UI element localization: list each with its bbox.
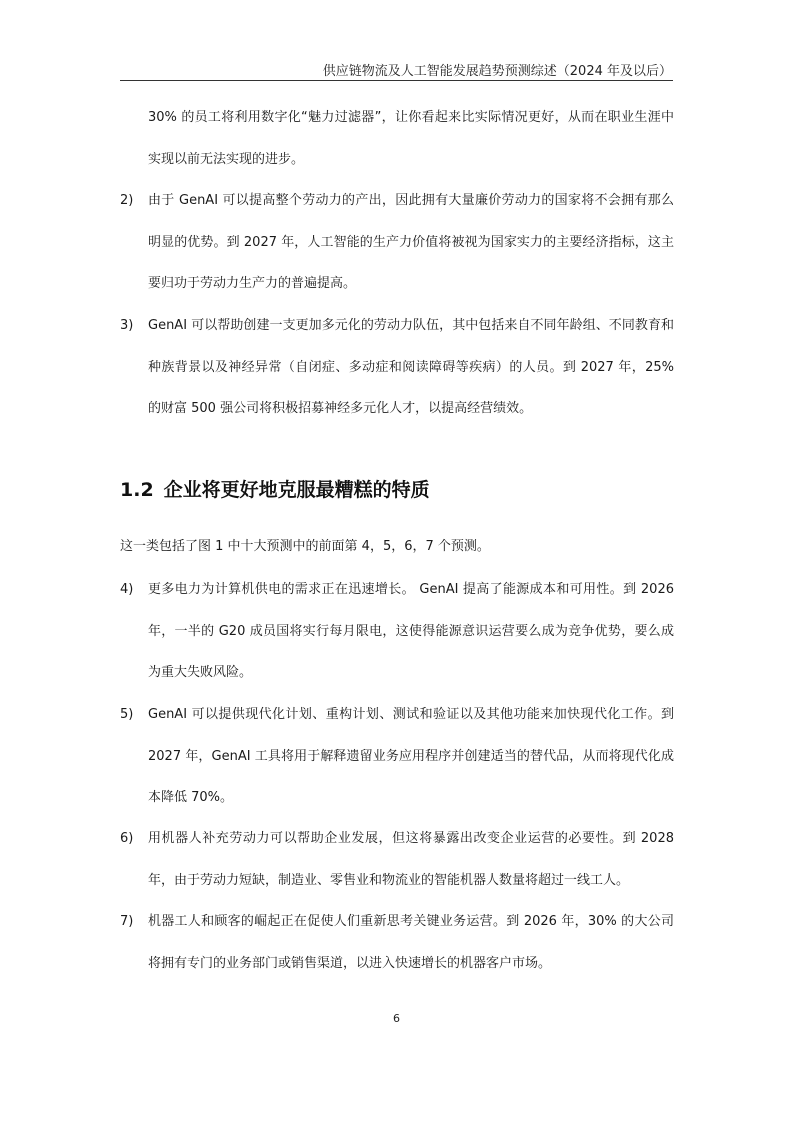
list-item-number: 2)	[120, 193, 134, 208]
running-header-title: 供应链物流及人工智能发展趋势预测综述（2024 年及以后）	[322, 64, 672, 79]
list-item	[120, 180, 674, 305]
list-item-text: 更多电力为计算机供电的需求正在迅速增长。 GenAI 提高了能源成本和可用性。到 2026 年，一半的 G20 成员国将实行每月限电，这使得能源意识运营要么成为竞争优势，要么成为重大失败风险。	[148, 582, 674, 680]
list-item-number: 3)	[120, 318, 134, 333]
list-item-text: GenAI 可以提供现代化计划、重构计划、测试和验证以及其他功能来加快现代化工作。到 2027 年，GenAI 工具将用于解释遗留业务应用程序并创建适当的替代品，从而将现代化成本降低 70%。	[148, 707, 674, 805]
list-item-text: 机器工人和顾客的崛起正在促使人们重新思考关键业务运营。到 2026 年，30% 的大公司将拥有专门的业务部门或销售渠道，以进入快速增长的机器客户市场。	[148, 914, 674, 971]
list-item	[120, 569, 674, 694]
header-divider	[120, 80, 673, 81]
section-title: 企业将更好地克服最糟糕的特质	[163, 479, 430, 501]
list-item-number: 6)	[120, 831, 134, 846]
list-item-number: 7)	[120, 914, 134, 929]
section-heading	[120, 475, 430, 502]
section-intro: 这一类包括了图 1 中十大预测中的前面第 4，5，6，7 个预测。	[120, 539, 490, 554]
list-item-number: 4)	[120, 582, 134, 597]
section-number: 1.2	[120, 479, 154, 501]
continued-paragraph: 30% 的员工将利用数字化“魅力过滤器”，让你看起来比实际情况更好，从而在职业生涯中实现以前无法实现的进步。	[148, 110, 674, 167]
list-item-text: 由于 GenAI 可以提高整个劳动力的产出，因此拥有大量廉价劳动力的国家将不会拥有那么明显的优势。到 2027 年，人工智能的生产力价值将被视为国家实力的主要经济指标，这主要归功于劳动力生产力的普遍提高。	[148, 193, 674, 291]
list-item	[120, 694, 674, 819]
list-item	[120, 818, 674, 901]
list-item-text: GenAI 可以帮助创建一支更加多元化的劳动力队伍，其中包括来自不同年龄组、不同教育和种族背景以及神经异常（自闭症、多动症和阅读障碍等疾病）的人员。到 2027 年，25% 的财富 500 强公司将积极招募神经多元化人才，以提高经营绩效。	[148, 318, 674, 416]
list-item	[120, 901, 674, 984]
list-item	[120, 305, 674, 430]
list-item-number: 5)	[120, 707, 134, 722]
page-number: 6	[393, 1012, 400, 1025]
list-item-text: 用机器人补充劳动力可以帮助企业发展，但这将暴露出改变企业运营的必要性。到 2028 年，由于劳动力短缺，制造业、零售业和物流业的智能机器人数量将超过一线工人。	[148, 831, 674, 888]
